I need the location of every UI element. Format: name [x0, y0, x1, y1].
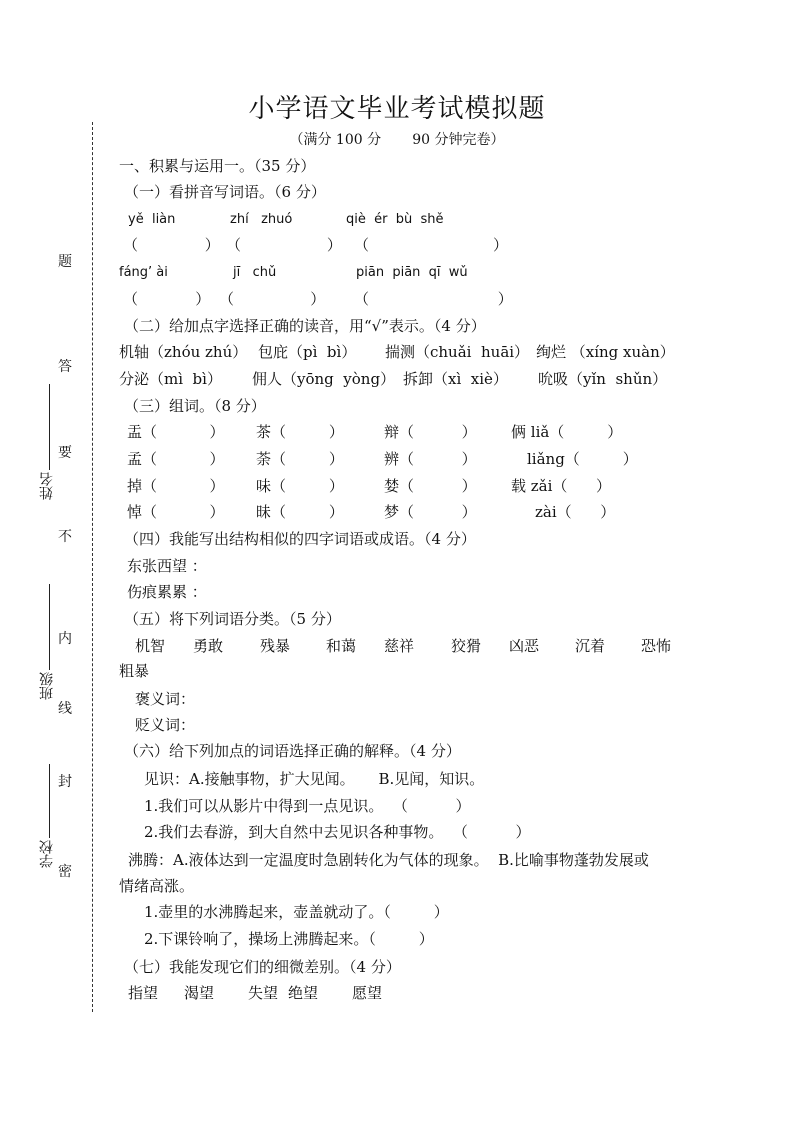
- class-field-line[interactable]: [49, 584, 50, 670]
- q3-item[interactable]: 孟（ ）: [127, 450, 225, 468]
- q6-sentence[interactable]: 2.下课铃响了，操场上沸腾起来。（ ）: [144, 930, 434, 948]
- q3-item[interactable]: 辩（ ）: [384, 423, 477, 441]
- q3-item[interactable]: 茶（ ）: [256, 423, 344, 441]
- q7-word: 指望: [128, 984, 159, 1002]
- school-field-line[interactable]: [49, 764, 50, 838]
- q2-choice[interactable]: 机轴（zhóu zhú）: [119, 343, 248, 361]
- q6-definition: 沸腾：A.液体达到一定温度时急剧转化为气体的现象。 B.比喻事物蓬勃发展或: [128, 851, 649, 869]
- q3-item[interactable]: liǎng（ ）: [527, 450, 638, 468]
- q3-item[interactable]: 载 zǎi（ ）: [511, 477, 612, 495]
- q2-heading: （二）给加点字选择正确的读音，用“√”表示。（4 分）: [124, 317, 486, 335]
- q2-choice[interactable]: 吮吸（yǐn shǔn）: [538, 370, 668, 388]
- q1-pinyin: piān piān qī wǔ: [356, 265, 468, 280]
- answer-blank[interactable]: （ ）: [354, 236, 508, 254]
- q3-item[interactable]: 荼（ ）: [256, 450, 344, 468]
- section-heading: 一、积累与运用一。（35 分）: [119, 157, 316, 175]
- q5-word: 沉着: [575, 637, 606, 655]
- q3-item[interactable]: 昧（ ）: [256, 503, 344, 521]
- q2-choice[interactable]: 包庇（pì bì）: [258, 343, 357, 361]
- q1-pinyin: yě liàn: [128, 212, 176, 227]
- q4-item[interactable]: 东张西望 ：: [127, 557, 207, 575]
- school-label: 学校: [39, 840, 55, 868]
- q6-definition: 情绪高涨。: [119, 877, 195, 895]
- q3-item[interactable]: 辨（ ）: [384, 450, 477, 468]
- q3-item[interactable]: 掉（ ）: [127, 477, 225, 495]
- binding-char: 答: [58, 359, 72, 375]
- q7-word: 绝望: [288, 984, 319, 1002]
- q5-word: 狡猾: [451, 637, 482, 655]
- answer-blank[interactable]: （ ）: [219, 290, 326, 308]
- q1-pinyin: fáng’ ài: [119, 265, 168, 280]
- name-label: 姓名: [39, 472, 55, 500]
- page-subtitle: （满分 100 分 90 分钟完卷）: [289, 132, 505, 148]
- q5-heading: （五）将下列词语分类。（5 分）: [124, 610, 341, 628]
- q2-choice[interactable]: 绚烂 （xíng xuàn）: [536, 343, 675, 361]
- name-field-line[interactable]: [49, 384, 50, 470]
- q5-word: 恐怖: [641, 637, 672, 655]
- q2-choice[interactable]: 揣测（chuǎi huāi）: [385, 343, 530, 361]
- q1-pinyin: zhí zhuó: [230, 212, 293, 227]
- q6-heading: （六）给下列加点的词语选择正确的解释。（4 分）: [124, 742, 461, 760]
- q3-item[interactable]: 梦（ ）: [384, 503, 477, 521]
- q3-item[interactable]: zài（ ）: [535, 503, 616, 521]
- q2-choice[interactable]: 佣人（yōng yòng）: [252, 370, 396, 388]
- q6-definition: 见识：A.接触事物，扩大见闻。 B.见闻，知识。: [144, 770, 485, 788]
- q1-pinyin: qiè ér bù shě: [346, 212, 444, 227]
- answer-blank[interactable]: （ ）: [123, 236, 220, 254]
- q5-negative-label[interactable]: 贬义词：: [135, 716, 196, 734]
- binding-char: 要: [58, 445, 72, 461]
- q5-word: 机智: [135, 637, 166, 655]
- binding-char: 封: [58, 774, 72, 790]
- q7-word: 愿望: [352, 984, 383, 1002]
- binding-char: 题: [58, 254, 72, 270]
- q7-word: 失望: [248, 984, 279, 1002]
- q5-word: 凶恶: [509, 637, 540, 655]
- binding-dotted-line: [92, 122, 93, 1012]
- q6-sentence[interactable]: 1.我们可以从影片中得到一点见识。 （ ）: [144, 797, 471, 815]
- q5-word: 慈祥: [384, 637, 415, 655]
- q5-word: 勇敢: [193, 637, 224, 655]
- q3-item[interactable]: 悼（ ）: [127, 503, 225, 521]
- q5-word: 和蔼: [326, 637, 357, 655]
- answer-blank[interactable]: （ ）: [226, 236, 342, 254]
- binding-char: 线: [58, 701, 72, 717]
- q1-pinyin: jī chǔ: [233, 265, 277, 280]
- binding-char: 密: [58, 864, 72, 880]
- q5-word: 残暴: [260, 637, 291, 655]
- answer-blank[interactable]: （ ）: [354, 290, 513, 308]
- binding-char: 不: [58, 529, 72, 545]
- q4-item[interactable]: 伤痕累累 ：: [127, 583, 207, 601]
- q2-choice[interactable]: 拆卸（xì xiè）: [403, 370, 508, 388]
- q4-heading: （四）我能写出结构相似的四字词语或成语。（4 分）: [124, 530, 476, 548]
- q3-item[interactable]: 俩 liǎ（ ）: [511, 423, 623, 441]
- q7-word: 渴望: [184, 984, 215, 1002]
- q3-item[interactable]: 盂（ ）: [127, 423, 225, 441]
- class-label: 班级: [39, 672, 55, 700]
- q1-heading: （一）看拼音写词语。（6 分）: [124, 183, 326, 201]
- q7-heading: （七）我能发现它们的细微差别。（4 分）: [124, 958, 401, 976]
- q5-positive-label[interactable]: 褒义词：: [135, 690, 196, 708]
- q5-word: 粗暴: [119, 662, 150, 680]
- binding-char: 内: [58, 631, 72, 647]
- q6-sentence[interactable]: 2.我们去春游，到大自然中去见识各种事物。 （ ）: [144, 823, 531, 841]
- answer-blank[interactable]: （ ）: [123, 290, 211, 308]
- page-title: 小学语文毕业考试模拟题: [248, 94, 546, 124]
- q3-heading: （三）组词。（8 分）: [124, 397, 266, 415]
- q6-sentence[interactable]: 1.壶里的水沸腾起来，壶盖就动了。（ ）: [144, 903, 449, 921]
- q3-item[interactable]: 味（ ）: [256, 477, 344, 495]
- q2-choice[interactable]: 分泌（mì bì）: [119, 370, 222, 388]
- q3-item[interactable]: 婪（ ）: [384, 477, 477, 495]
